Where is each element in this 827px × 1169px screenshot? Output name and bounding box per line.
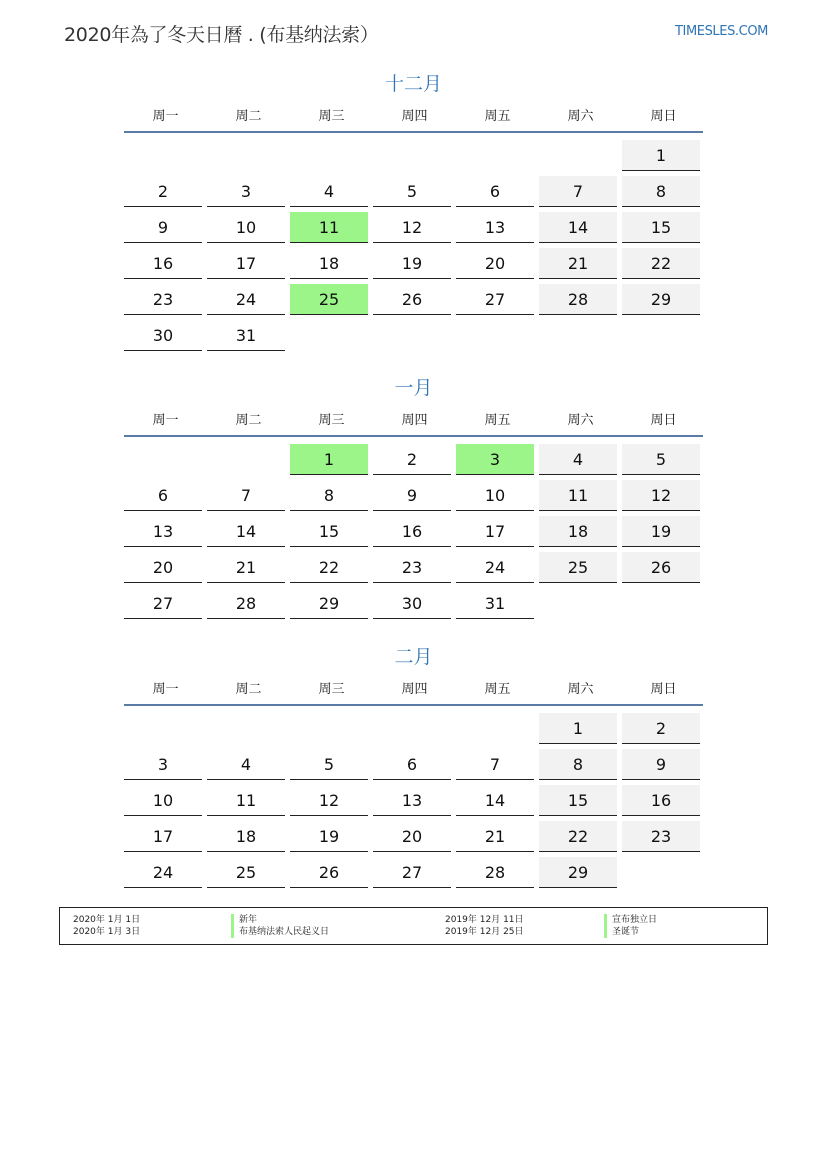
day-cell: 11 [539, 480, 617, 511]
day-cell: 28 [207, 588, 285, 619]
legend-holiday-name: 圣诞节 [604, 926, 639, 938]
day-cell: 1 [539, 713, 617, 744]
day-cell: 18 [539, 516, 617, 547]
day-cell: 14 [456, 785, 534, 816]
day-cell: 22 [539, 821, 617, 852]
day-cell: 7 [456, 749, 534, 780]
weekday-label: 周五 [484, 413, 511, 428]
day-cell: 13 [124, 516, 202, 547]
day-cell: 8 [539, 749, 617, 780]
weekday-label: 周六 [567, 413, 594, 428]
day-cell: 9 [622, 749, 700, 780]
day-cell: 30 [373, 588, 451, 619]
weekday-label: 周三 [318, 682, 345, 697]
weekday-header [124, 402, 703, 435]
weekday-label: 周四 [401, 413, 428, 428]
day-cell: 31 [456, 588, 534, 619]
day-cell: 17 [124, 821, 202, 852]
day-cell: 22 [290, 552, 368, 583]
month-january [124, 374, 703, 622]
day-cell: 2 [622, 713, 700, 744]
day-cell: 8 [290, 480, 368, 511]
day-cell: 17 [207, 248, 285, 279]
day-cell: 12 [290, 785, 368, 816]
day-cell: 6 [124, 480, 202, 511]
day-cell: 25 [539, 552, 617, 583]
day-cell: 13 [373, 785, 451, 816]
day-cell: 2 [373, 444, 451, 475]
day-cell: 3 [456, 444, 534, 475]
legend-date: 2019年 12月 11日 [445, 915, 524, 925]
day-cell: 28 [456, 857, 534, 888]
month-title: 一月 [394, 377, 433, 399]
weekday-label: 周二 [235, 109, 262, 124]
weekday-label: 周五 [484, 682, 511, 697]
legend-date: 2020年 1月 3日 [73, 927, 141, 937]
day-cell: 18 [290, 248, 368, 279]
weekday-label: 周日 [650, 413, 677, 428]
day-cell: 19 [373, 248, 451, 279]
day-cell: 16 [622, 785, 700, 816]
day-cell: 7 [539, 176, 617, 207]
day-cell: 23 [622, 821, 700, 852]
weekday-label: 周日 [650, 109, 677, 124]
legend-holiday-name: 新年 [231, 914, 257, 926]
day-cell: 27 [373, 857, 451, 888]
day-cell: 20 [373, 821, 451, 852]
day-cell: 24 [124, 857, 202, 888]
document-title: 2020年為了冬天日曆 . (布基纳法索） [64, 24, 379, 46]
day-cell: 12 [622, 480, 700, 511]
day-cell: 29 [290, 588, 368, 619]
day-cell: 26 [290, 857, 368, 888]
day-cell: 9 [124, 212, 202, 243]
day-cell: 15 [539, 785, 617, 816]
day-cell: 6 [373, 749, 451, 780]
header-divider [124, 131, 703, 133]
weekday-label: 周二 [235, 413, 262, 428]
day-cell: 27 [456, 284, 534, 315]
day-cell: 27 [124, 588, 202, 619]
weekday-header [124, 671, 703, 704]
day-cell: 31 [207, 320, 285, 351]
day-cell: 10 [124, 785, 202, 816]
day-cell: 11 [207, 785, 285, 816]
day-cell: 2 [124, 176, 202, 207]
weekday-label: 周六 [567, 109, 594, 124]
legend-date: 2019年 12月 25日 [445, 927, 524, 937]
weekday-label: 周四 [401, 109, 428, 124]
month-title: 十二月 [384, 73, 442, 95]
legend-holiday-name: 布基纳法索人民起义日 [231, 926, 329, 938]
day-cell: 21 [539, 248, 617, 279]
day-cell: 4 [207, 749, 285, 780]
day-cell: 23 [124, 284, 202, 315]
day-cell: 6 [456, 176, 534, 207]
day-cell: 4 [539, 444, 617, 475]
day-cell: 16 [124, 248, 202, 279]
day-cell: 22 [622, 248, 700, 279]
day-cell: 28 [539, 284, 617, 315]
day-cell: 24 [456, 552, 534, 583]
day-cell: 29 [539, 857, 617, 888]
weekday-label: 周一 [152, 682, 179, 697]
day-cell: 11 [290, 212, 368, 243]
day-cell: 19 [290, 821, 368, 852]
day-cell: 3 [207, 176, 285, 207]
day-cell: 21 [456, 821, 534, 852]
day-cell: 20 [124, 552, 202, 583]
weekday-label: 周四 [401, 682, 428, 697]
weekday-label: 周二 [235, 682, 262, 697]
day-cell: 5 [290, 749, 368, 780]
day-cell: 23 [373, 552, 451, 583]
weekday-label: 周五 [484, 109, 511, 124]
weekday-label: 周六 [567, 682, 594, 697]
day-cell: 8 [622, 176, 700, 207]
day-cell: 13 [456, 212, 534, 243]
day-cell: 16 [373, 516, 451, 547]
holiday-legend [59, 907, 768, 945]
day-cell: 29 [622, 284, 700, 315]
day-cell: 10 [207, 212, 285, 243]
day-cell: 14 [539, 212, 617, 243]
day-cell: 4 [290, 176, 368, 207]
day-grid [124, 138, 703, 354]
day-cell: 17 [456, 516, 534, 547]
legend-holiday-name: 宣布独立日 [604, 914, 657, 926]
weekday-label: 周三 [318, 109, 345, 124]
day-cell: 21 [207, 552, 285, 583]
day-cell: 26 [622, 552, 700, 583]
legend-date: 2020年 1月 1日 [73, 915, 141, 925]
weekday-label: 周三 [318, 413, 345, 428]
day-cell: 5 [373, 176, 451, 207]
day-cell: 5 [622, 444, 700, 475]
month-title: 二月 [394, 646, 433, 668]
day-cell: 26 [373, 284, 451, 315]
day-cell: 24 [207, 284, 285, 315]
day-cell: 25 [207, 857, 285, 888]
day-cell: 9 [373, 480, 451, 511]
day-cell: 1 [290, 444, 368, 475]
site-name[interactable]: TIMESLES.COM [674, 24, 768, 39]
day-cell: 7 [207, 480, 285, 511]
day-cell: 14 [207, 516, 285, 547]
day-cell: 10 [456, 480, 534, 511]
day-grid [124, 711, 703, 891]
weekday-label: 周一 [152, 413, 179, 428]
month-february [124, 643, 703, 891]
month-december [124, 70, 703, 354]
day-cell: 18 [207, 821, 285, 852]
day-cell: 3 [124, 749, 202, 780]
weekday-label: 周日 [650, 682, 677, 697]
header-divider [124, 704, 703, 706]
day-cell: 30 [124, 320, 202, 351]
weekday-header [124, 98, 703, 131]
weekday-label: 周一 [152, 109, 179, 124]
day-cell: 1 [622, 140, 700, 171]
day-cell: 20 [456, 248, 534, 279]
day-cell: 15 [622, 212, 700, 243]
day-cell: 19 [622, 516, 700, 547]
day-cell: 25 [290, 284, 368, 315]
day-cell: 15 [290, 516, 368, 547]
day-cell: 12 [373, 212, 451, 243]
day-grid [124, 442, 703, 622]
header-divider [124, 435, 703, 437]
